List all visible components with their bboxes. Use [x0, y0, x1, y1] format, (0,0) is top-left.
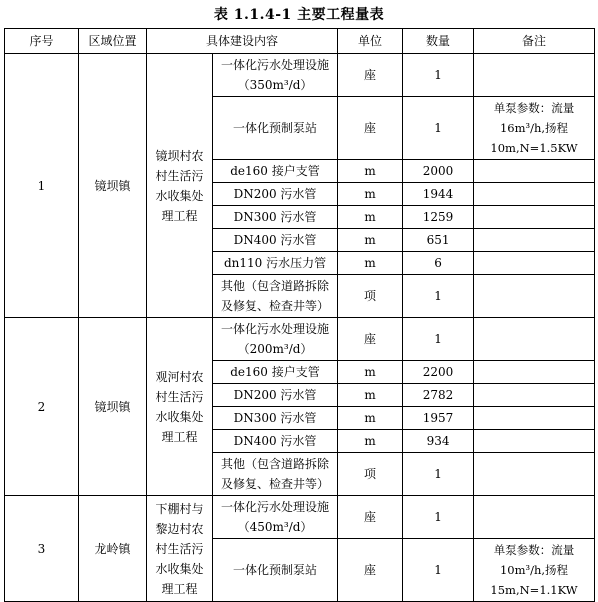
item-cell: de160 接户支管 — [213, 160, 338, 183]
unit-cell: m — [338, 252, 403, 275]
header-remark: 备注 — [474, 29, 595, 54]
remark-cell: 单泵参数：流量16m³/h,扬程10m,N=1.5KW — [474, 97, 595, 160]
remark-cell — [474, 453, 595, 496]
item-cell: 一体化污水处理设施（350m³/d） — [213, 54, 338, 97]
item-cell: 一体化预制泵站 — [213, 539, 338, 602]
item-cell: DN300 污水管 — [213, 206, 338, 229]
header-no: 序号 — [5, 29, 79, 54]
unit-cell: 座 — [338, 496, 403, 539]
unit-cell: 项 — [338, 275, 403, 318]
remark-cell — [474, 229, 595, 252]
item-cell: dn110 污水压力管 — [213, 252, 338, 275]
remark-cell — [474, 275, 595, 318]
item-cell: DN200 污水管 — [213, 384, 338, 407]
remark-cell — [474, 430, 595, 453]
qty-cell: 934 — [403, 430, 474, 453]
item-cell: DN300 污水管 — [213, 407, 338, 430]
remark-cell — [474, 54, 595, 97]
group-no: 3 — [5, 496, 79, 602]
qty-cell: 1 — [403, 54, 474, 97]
unit-cell: 座 — [338, 54, 403, 97]
remark-cell — [474, 160, 595, 183]
group-region: 镜坝镇 — [79, 318, 147, 496]
remark-cell — [474, 407, 595, 430]
group-no: 2 — [5, 318, 79, 496]
remark-cell — [474, 496, 595, 539]
unit-cell: m — [338, 384, 403, 407]
remark-cell — [474, 252, 595, 275]
group-region: 龙岭镇 — [79, 496, 147, 602]
unit-cell: m — [338, 206, 403, 229]
qty-cell: 1 — [403, 539, 474, 602]
qty-cell: 2200 — [403, 361, 474, 384]
unit-cell: m — [338, 183, 403, 206]
qty-cell: 1259 — [403, 206, 474, 229]
item-cell: de160 接户支管 — [213, 361, 338, 384]
unit-cell: m — [338, 229, 403, 252]
item-cell: DN400 污水管 — [213, 430, 338, 453]
qty-cell: 1 — [403, 453, 474, 496]
qty-cell: 1 — [403, 318, 474, 361]
quantity-table — [4, 28, 595, 602]
qty-cell: 2782 — [403, 384, 474, 407]
group-project: 下棚村与黎边村农村生活污水收集处理工程 — [147, 496, 213, 602]
unit-cell: 座 — [338, 539, 403, 602]
table-row — [5, 54, 595, 97]
header-region: 区域位置 — [79, 29, 147, 54]
remark-cell — [474, 361, 595, 384]
remark-cell — [474, 183, 595, 206]
table-row — [5, 496, 595, 539]
group-no: 1 — [5, 54, 79, 318]
unit-cell: m — [338, 361, 403, 384]
table-title: 表 1.1.4-1 主要工程量表 — [213, 7, 385, 23]
item-cell: DN400 污水管 — [213, 229, 338, 252]
header-qty: 数量 — [403, 29, 474, 54]
qty-cell: 1 — [403, 97, 474, 160]
item-cell: DN200 污水管 — [213, 183, 338, 206]
item-cell: 一体化预制泵站 — [213, 97, 338, 160]
group-project: 观河村农村生活污水收集处理工程 — [147, 318, 213, 496]
qty-cell: 1957 — [403, 407, 474, 430]
remark-cell — [474, 318, 595, 361]
qty-cell: 1944 — [403, 183, 474, 206]
header-row — [5, 29, 595, 54]
item-cell: 一体化污水处理设施（450m³/d） — [213, 496, 338, 539]
table-row — [5, 318, 595, 361]
unit-cell: 座 — [338, 97, 403, 160]
remark-cell — [474, 206, 595, 229]
unit-cell: m — [338, 160, 403, 183]
unit-cell: 座 — [338, 318, 403, 361]
qty-cell: 6 — [403, 252, 474, 275]
qty-cell: 1 — [403, 496, 474, 539]
header-unit: 单位 — [338, 29, 403, 54]
group-region: 镜坝镇 — [79, 54, 147, 318]
header-content: 具体建设内容 — [147, 29, 338, 54]
remark-cell — [474, 384, 595, 407]
item-cell: 其他（包含道路拆除及修复、检查井等） — [213, 453, 338, 496]
group-project: 镜坝村农村生活污水收集处理工程 — [147, 54, 213, 318]
qty-cell: 651 — [403, 229, 474, 252]
item-cell: 一体化污水处理设施（200m³/d） — [213, 318, 338, 361]
table-body — [5, 54, 595, 602]
qty-cell: 1 — [403, 275, 474, 318]
qty-cell: 2000 — [403, 160, 474, 183]
remark-cell: 单泵参数：流量10m³/h,扬程15m,N=1.1KW — [474, 539, 595, 602]
unit-cell: m — [338, 430, 403, 453]
item-cell: 其他（包含道路拆除及修复、检查井等） — [213, 275, 338, 318]
unit-cell: m — [338, 407, 403, 430]
unit-cell: 项 — [338, 453, 403, 496]
